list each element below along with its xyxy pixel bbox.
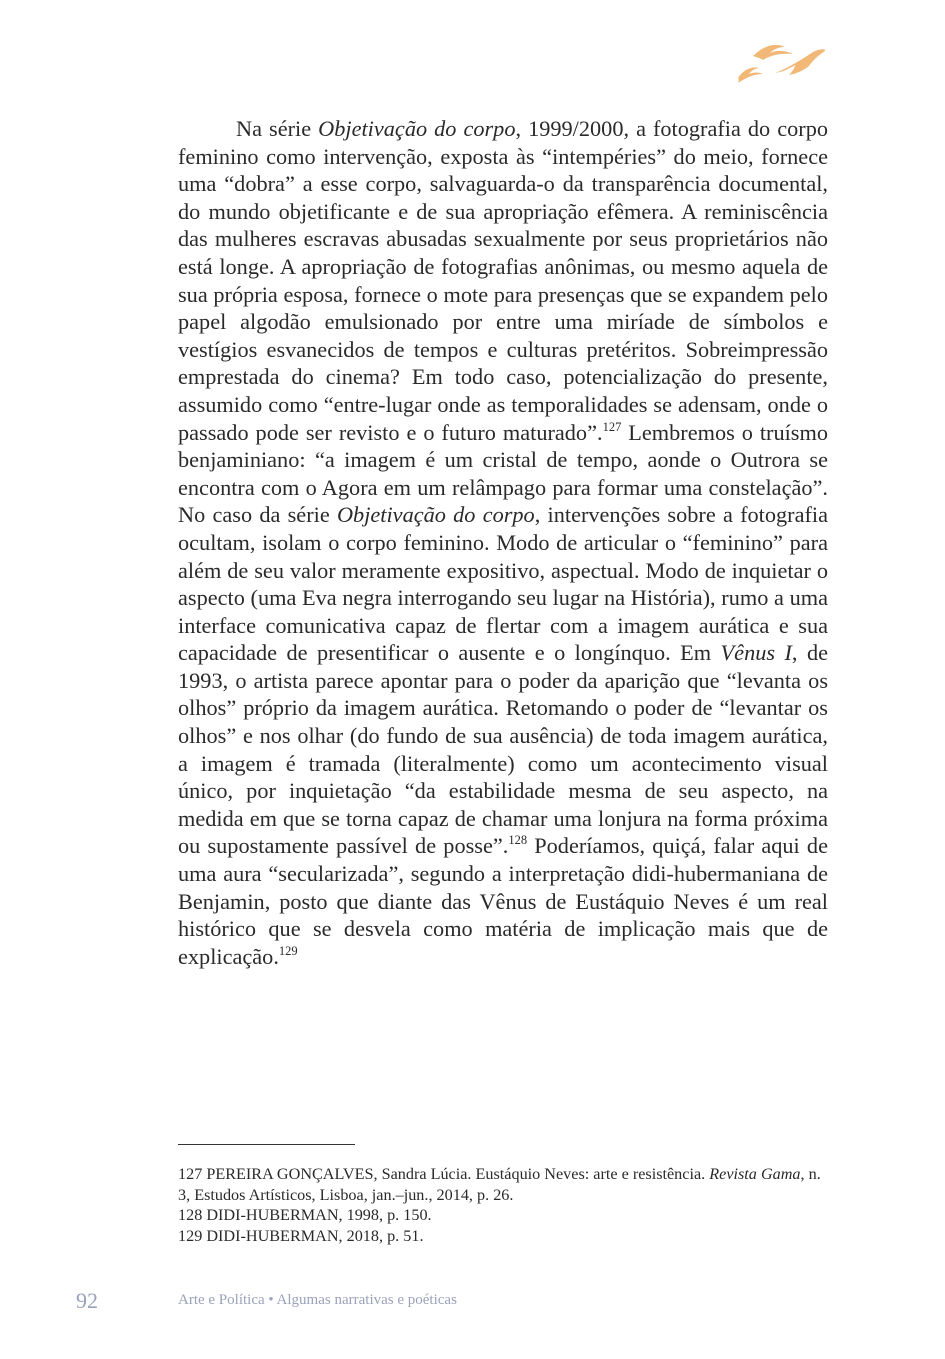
footnote-ref[interactable]: 129 [278,943,298,958]
footnote-127: 127 PEREIRA GONÇALVES, Sandra Lúcia. Eustáquio Neves: arte e resistência. Revista Gama, n. 3, Estudos Artísticos, Lisboa, jan.–jun., 2014, p. 26. [178,1165,821,1204]
work-title: Objetivação do corpo [336,502,535,528]
footnote-ref[interactable]: 127 [602,419,622,434]
bird-large-icon [753,45,793,60]
running-footer: Arte e Política • Algumas narrativas e poéticas [178,1292,457,1308]
bird-small-icon [738,67,763,83]
body-paragraph: Na série Objetivação do corpo, 1999/2000, a fotografia do corpo feminino como intervenção, exposta às “intempéries” do meio, fornece uma “dobra” a esse corpo, salvaguarda-o da transparência documental, do mundo objetificante e de sua apropriação efêmera. A reminiscência das mulheres escravas abusadas sexualmente por seus proprietários não está longe. A apropriação de fotografias anônimas, ou mesmo aquela de sua própria esposa, fornece o mote para presenças que se expandem pelo papel algodão emulsionado por entre uma miríade de símbolos e vestígios esvanecidos de tempos e culturas pretéritos. Sobreimpressão emprestada do cinema? Em todo caso, potencialização do presente, assumido como “entre-lugar onde as temporalidades se adensam, onde o passado pode ser revisto e o futuro maturado”.$^{127}$ Lembremos o truísmo benjaminiano: “a imagem é um cristal de tempo, aonde o Outrora se encontra com o Agora em um relâmpago para formar uma constelação”. No caso da série Objetivação do corpo, intervenções sobre a fotografia ocultam, isolam o corpo feminino. Modo de articular o “feminino” para além de seu valor meramente expositivo, aspectual. Modo de inquietar o aspecto (uma Eva negra interrogando seu lugar na História), rumo a uma interface comunicativa capaz de flertar com a imagem aurática e sua capacidade de presentificar o ausente e o longínquo. Em Vênus I, de 1993, o artista parece apontar para o poder da aparição que “levanta os olhos” próprio da imagem aurática. Retomando o poder de “levantar os olhos” e nos olhar (do fundo de sua ausência) de toda imagem aurática, a imagem é tramada (literalmente) como um acontecimento visual único, por inquietação “da estabilidade mesma de seu aspecto, na medida em que se torna capaz de chamar uma lonjura na forma próxima ou supostamente passível de posse”.$^{128}$ Poderíamos, quiçá, falar aqui de uma aura “secularizada”, segundo a interpretação didi-hubermaniana de Benjamin, posto que diante das Vênus de Eustáquio Neves é um real histórico que se desvela como matéria de implicação mais que de explicação.$^{129}$ [178,116,828,969]
footnotes [178,1164,828,1246]
flying-birds-icon [733,38,828,88]
footnote-128: 128 DIDI-HUBERMAN, 1998, p. 150. [178,1206,432,1224]
footnote-divider [178,1144,355,1145]
work-title: Objetivação do corpo [318,116,516,141]
footnote-ref[interactable]: 128 [508,833,528,848]
footnote-129: 129 DIDI-HUBERMAN, 2018, p. 51. [178,1226,424,1245]
work-title: Vênus I [720,640,792,666]
page-number: 92 [76,1288,98,1313]
